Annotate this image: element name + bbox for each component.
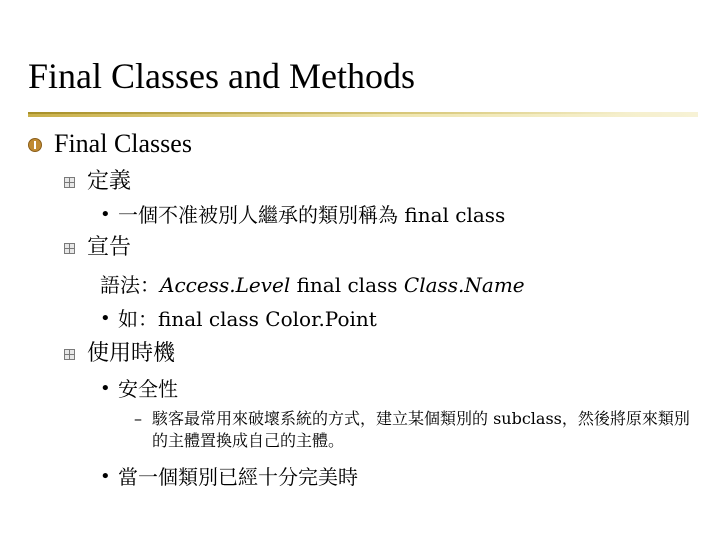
slide-title: Final Classes and Methods (28, 56, 415, 96)
bullet-square-icon (64, 177, 75, 188)
heading-final-classes: Final Classes (54, 129, 192, 158)
perfect-item: 當一個類別已經十分完美時 (118, 465, 358, 489)
bullet-dot-icon: • (100, 308, 111, 329)
definition-item: 一個不准被別人繼承的類別稱為 final class (118, 203, 506, 227)
bullet-dot-icon: • (100, 204, 111, 225)
syntax-line (100, 272, 525, 298)
label-declaration: 宣告 (87, 235, 132, 260)
label-definition: 定義 (87, 169, 132, 194)
example-item: 如：final class Color.Point (118, 307, 377, 331)
bullet-dash-icon: – (134, 409, 142, 428)
bullet-circle-icon (28, 138, 42, 152)
syntax-prefix: 語法： (100, 273, 160, 297)
safety-detail: 駭客最常用來破壞系統的方式，建立某個類別的 subclass，然後將原來類別的主體置換成自己的主體。 (152, 409, 690, 450)
bullet-dot-icon: • (100, 466, 111, 487)
syntax-access-level: Access.Level (160, 273, 291, 297)
title-divider-accent (28, 112, 628, 114)
safety-item: 安全性 (118, 377, 178, 401)
bullet-square-icon (64, 349, 75, 360)
label-timing: 使用時機 (87, 341, 176, 366)
bullet-dot-icon: • (100, 378, 111, 399)
bullet-square-icon (64, 243, 75, 254)
syntax-final-class: final class (290, 273, 404, 297)
syntax-class-name: Class.Name (403, 273, 525, 297)
